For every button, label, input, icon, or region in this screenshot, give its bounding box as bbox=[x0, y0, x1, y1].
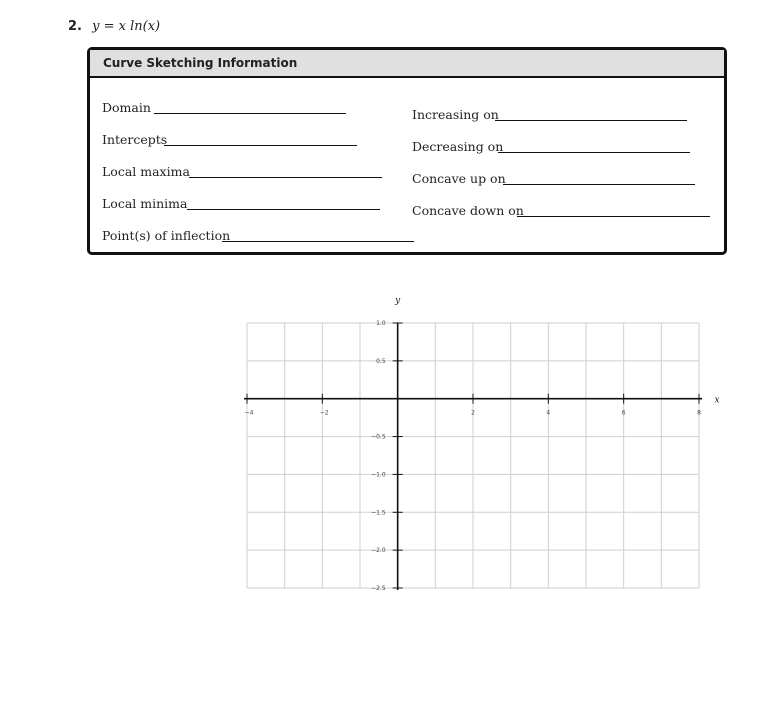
field-label: Local minima bbox=[102, 196, 188, 211]
field-label: Intercepts bbox=[102, 132, 168, 147]
field-label: Decreasing on bbox=[412, 139, 504, 154]
x-tick-label: 4 bbox=[546, 409, 551, 417]
y-tick-label: 1.0 bbox=[376, 320, 386, 327]
y-tick-label: −2.0 bbox=[371, 547, 386, 555]
y-axis-label: y bbox=[395, 296, 401, 306]
x-tick-label: −4 bbox=[244, 409, 254, 417]
field-label: Local maxima bbox=[102, 164, 190, 179]
y-tick-label: −1.0 bbox=[371, 471, 386, 479]
x-axis-label: x bbox=[714, 395, 720, 406]
problem-equation: y = x ln(x) bbox=[92, 19, 161, 34]
x-tick-label: 6 bbox=[621, 409, 626, 417]
y-tick-label: −1.5 bbox=[371, 509, 386, 517]
field-label: Concave down on bbox=[412, 203, 524, 218]
x-tick-label: 2 bbox=[471, 409, 475, 417]
x-tick-label: 8 bbox=[697, 409, 701, 417]
y-tick-label: 0.5 bbox=[376, 357, 386, 365]
field-label: Increasing on bbox=[412, 107, 499, 122]
y-tick-label: −0.5 bbox=[371, 433, 386, 441]
box-title: Curve Sketching Information bbox=[90, 50, 724, 78]
y-tick-label: −2.5 bbox=[371, 585, 386, 592]
x-tick-label: −2 bbox=[319, 409, 329, 417]
field-label: Point(s) of inflection bbox=[102, 228, 231, 243]
field-label: Domain bbox=[102, 100, 151, 115]
field-label: Concave up on bbox=[412, 171, 506, 186]
problem-number: 2. bbox=[68, 19, 82, 34]
